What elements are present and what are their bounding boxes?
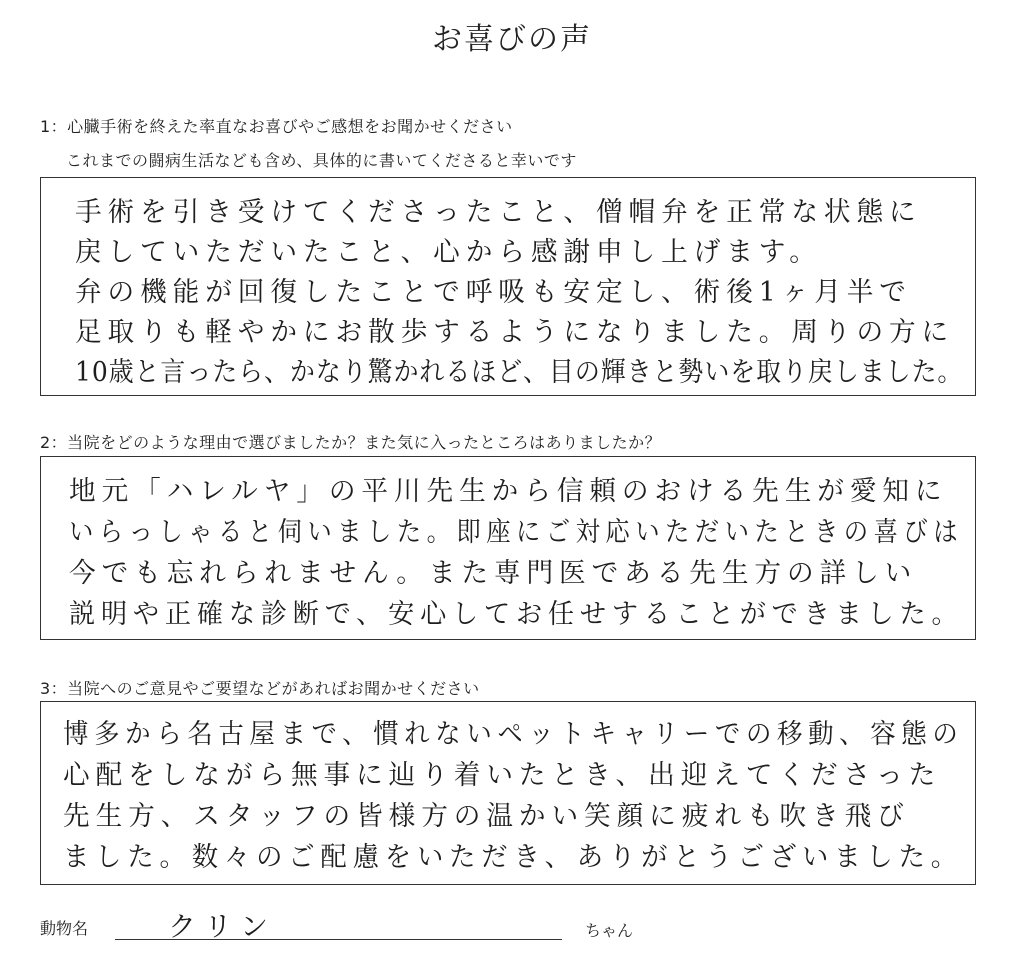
answer-1-line: 10歳と言ったら、かなり驚かれるほど、目の輝きと勢いを取り戻しました。	[75, 357, 964, 388]
answer-2-line: 地元「ハレルヤ」の平川先生から信頼のおける先生が愛知に	[69, 476, 948, 507]
animal-name-label: 動物名	[40, 919, 89, 938]
answer-2-box	[40, 456, 976, 640]
answer-3-line: 先生方、スタッフの皆様方の温かい笑顔に疲れも吹き飛び	[63, 801, 910, 832]
question-3-label: 3：当院へのご意見やご要望などがあればお聞かせください	[40, 679, 480, 698]
animal-name-underline	[115, 939, 562, 940]
question-1-sub: これまでの闘病生活なども含め、具体的に書いてくださると幸いです	[66, 151, 577, 170]
answer-3-box	[40, 701, 976, 885]
question-1-label: 1：心臓手術を終えた率直なお喜びやご感想をお聞かせください	[40, 117, 513, 136]
answer-2-line: いらっしゃると伺いました。即座にご対応いただいたときの喜びは	[69, 517, 963, 548]
page-title: お喜びの声	[432, 22, 592, 57]
answer-1-line: 戻していただいたこと、心から感謝申し上げます。	[75, 237, 822, 268]
answer-2-line: 今でも忘れられません。また専門医である先生方の詳しい	[69, 558, 918, 589]
answer-1-box	[40, 177, 976, 396]
animal-name-value: クリン	[168, 910, 277, 943]
answer-3-line: 心配をしながら無事に辿り着いたとき、出迎えてくださった	[63, 760, 942, 791]
answer-3-line: 博多から名古屋まで、慣れないペットキャリーでの移動、容態の	[63, 719, 964, 750]
answer-2-line: 説明や正確な診断で、安心してお任せすることができました。	[69, 599, 964, 630]
question-2-label: 2：当院をどのような理由で選びましたか？また気に入ったところはありましたか？	[40, 433, 662, 452]
answer-1-line: 弁の機能が回復したことで呼吸も安定し、術後1ヶ月半で	[75, 277, 912, 308]
answer-1-line: 手術を引き受けてくださったこと、僧帽弁を正常な状態に	[75, 197, 922, 228]
animal-name-suffix: ちゃん	[585, 921, 634, 940]
answer-1-line: 足取りも軽やかにお散歩するようになりました。周りの方に	[75, 317, 955, 348]
answer-3-line: ました。数々のご配慮をいただき、ありがとうございました。	[63, 842, 963, 873]
